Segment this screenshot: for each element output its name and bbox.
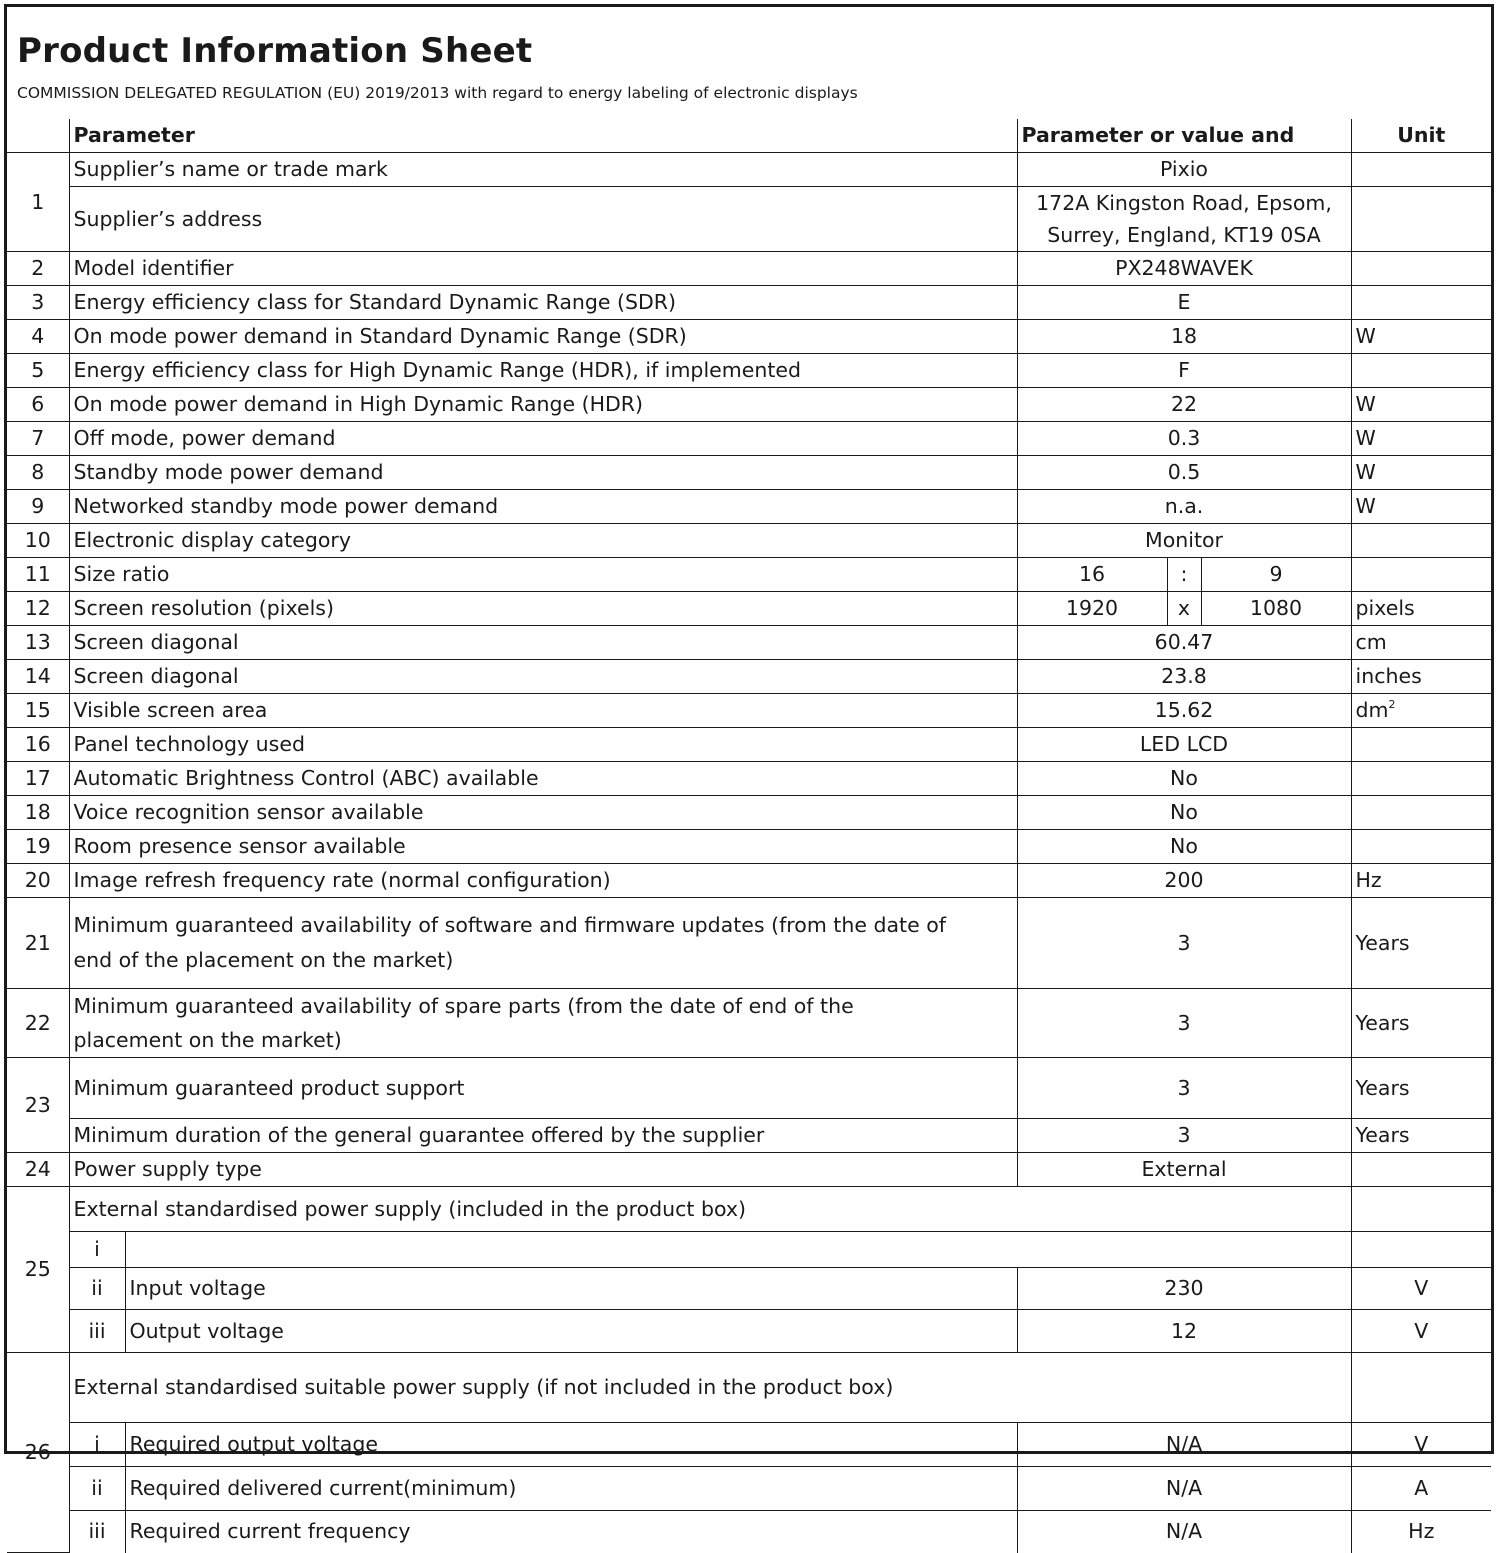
row-value: 0.5 <box>1017 456 1351 490</box>
row-parameter: Screen diagonal <box>69 626 1017 660</box>
row-value: LED LCD <box>1017 728 1351 762</box>
row-value: 3 <box>1017 1119 1351 1153</box>
row-number: 24 <box>7 1153 69 1187</box>
row-value: E <box>1017 286 1351 320</box>
row-number: 5 <box>7 354 69 388</box>
row-unit: W <box>1351 422 1491 456</box>
row-value: n.a. <box>1017 490 1351 524</box>
row-unit: V <box>1351 1310 1491 1353</box>
row-value: 22 <box>1017 388 1351 422</box>
parameter-line-1: Minimum guaranteed availability of spare parts (from the date of end of the <box>73 994 854 1018</box>
row-parameter: Panel technology used <box>69 728 1017 762</box>
table-row <box>7 153 1491 187</box>
sub-index: i <box>69 1232 125 1268</box>
row-number: 6 <box>7 388 69 422</box>
row-parameter: Screen resolution (pixels) <box>69 592 1017 626</box>
row-number: 19 <box>7 830 69 864</box>
row-value: N/A <box>1017 1467 1351 1511</box>
row-value: N/A <box>1017 1511 1351 1553</box>
table-row <box>7 1467 1491 1511</box>
table-row <box>7 456 1491 490</box>
parameter-line-2: placement on the market) <box>73 1028 342 1052</box>
row-unit: A <box>1351 1467 1491 1511</box>
resolution-width-value: 1920 <box>1017 592 1167 626</box>
row-number: 12 <box>7 592 69 626</box>
address-line-2: Surrey, England, KT19 0SA <box>1047 223 1321 247</box>
row-parameter: Size ratio <box>69 558 1017 592</box>
row-parameter: Visible screen area <box>69 694 1017 728</box>
table-row <box>7 558 1491 592</box>
table-row <box>7 1232 1491 1268</box>
table-row <box>7 1119 1491 1153</box>
row-value <box>1017 187 1351 252</box>
row-unit <box>1351 1187 1491 1232</box>
row-parameter: Standby mode power demand <box>69 456 1017 490</box>
row-number: 4 <box>7 320 69 354</box>
row-parameter <box>125 1232 1351 1268</box>
row-parameter: Energy efficiency class for Standard Dynamic Range (SDR) <box>69 286 1017 320</box>
row-number: 16 <box>7 728 69 762</box>
row-value: No <box>1017 830 1351 864</box>
row-unit: Hz <box>1351 1511 1491 1553</box>
row-value: External <box>1017 1153 1351 1187</box>
row-value: No <box>1017 762 1351 796</box>
table-row <box>7 1511 1491 1553</box>
table-row <box>7 252 1491 286</box>
row-unit <box>1351 252 1491 286</box>
header-value: Parameter or value and <box>1017 119 1351 153</box>
table-row <box>7 422 1491 456</box>
row-unit <box>1351 762 1491 796</box>
table-row <box>7 864 1491 898</box>
table-row <box>7 286 1491 320</box>
section-heading: External standardised power supply (included in the product box) <box>69 1187 1351 1232</box>
row-number: 14 <box>7 660 69 694</box>
address-line-1: 172A Kingston Road, Epsom, <box>1036 191 1332 215</box>
table-row <box>7 626 1491 660</box>
row-value: N/A <box>1017 1423 1351 1467</box>
row-unit <box>1351 694 1491 728</box>
row-number: 1 <box>7 153 69 252</box>
row-value: F <box>1017 354 1351 388</box>
row-unit <box>1351 286 1491 320</box>
row-number: 2 <box>7 252 69 286</box>
row-unit <box>1351 1153 1491 1187</box>
row-unit: W <box>1351 456 1491 490</box>
row-value: 60.47 <box>1017 626 1351 660</box>
row-value: 15.62 <box>1017 694 1351 728</box>
row-value: 18 <box>1017 320 1351 354</box>
row-parameter: Room presence sensor available <box>69 830 1017 864</box>
row-value: No <box>1017 796 1351 830</box>
row-value: 12 <box>1017 1310 1351 1353</box>
table-row <box>7 388 1491 422</box>
sub-index: iii <box>69 1511 125 1553</box>
row-parameter: Voice recognition sensor available <box>69 796 1017 830</box>
row-unit <box>1351 728 1491 762</box>
row-parameter: Image refresh frequency rate (normal configuration) <box>69 864 1017 898</box>
row-unit: W <box>1351 490 1491 524</box>
unit-superscript: 2 <box>1388 698 1396 711</box>
row-parameter: Power supply type <box>69 1153 1017 1187</box>
parameter-line-1: Minimum guaranteed availability of software and firmware updates (from the date of <box>73 913 946 937</box>
row-value: PX248WAVEK <box>1017 252 1351 286</box>
row-number: 21 <box>7 898 69 989</box>
row-unit: inches <box>1351 660 1491 694</box>
row-parameter: Minimum duration of the general guarantee offered by the supplier <box>69 1119 1017 1153</box>
section-heading: External standardised suitable power supply (if not included in the product box) <box>69 1353 1351 1423</box>
ratio-height-value: 9 <box>1201 558 1351 592</box>
table-row <box>7 1268 1491 1310</box>
row-unit: V <box>1351 1268 1491 1310</box>
row-unit <box>1351 558 1491 592</box>
row-number: 15 <box>7 694 69 728</box>
row-unit: cm <box>1351 626 1491 660</box>
sub-index: iii <box>69 1310 125 1353</box>
unit-base: dm <box>1355 698 1389 722</box>
row-unit: pixels <box>1351 592 1491 626</box>
resolution-separator: x <box>1167 592 1201 626</box>
row-value: 23.8 <box>1017 660 1351 694</box>
row-value: 3 <box>1017 989 1351 1058</box>
ratio-width-value: 16 <box>1017 558 1167 592</box>
row-unit: Years <box>1351 898 1491 989</box>
row-unit: W <box>1351 388 1491 422</box>
row-unit <box>1351 1232 1491 1268</box>
table-row <box>7 1353 1491 1423</box>
table-row <box>7 694 1491 728</box>
table-row <box>7 989 1491 1058</box>
table-row <box>7 796 1491 830</box>
row-number: 22 <box>7 989 69 1058</box>
row-parameter: Required current frequency <box>125 1511 1017 1553</box>
row-parameter: Required output voltage <box>125 1423 1017 1467</box>
sub-index: i <box>69 1423 125 1467</box>
row-number: 8 <box>7 456 69 490</box>
row-parameter: Energy efficiency class for High Dynamic Range (HDR), if implemented <box>69 354 1017 388</box>
row-parameter: Electronic display category <box>69 524 1017 558</box>
row-number: 26 <box>7 1353 69 1553</box>
row-number: 3 <box>7 286 69 320</box>
table-header-row <box>7 119 1491 153</box>
table-row <box>7 762 1491 796</box>
parameter-line-2: end of the placement on the market) <box>73 948 454 972</box>
row-unit: Years <box>1351 1119 1491 1153</box>
row-parameter: Automatic Brightness Control (ABC) available <box>69 762 1017 796</box>
sub-index: ii <box>69 1467 125 1511</box>
table-row <box>7 320 1491 354</box>
row-value: 3 <box>1017 1058 1351 1119</box>
table-row <box>7 490 1491 524</box>
table-row <box>7 1153 1491 1187</box>
row-value: 230 <box>1017 1268 1351 1310</box>
table-row <box>7 1058 1491 1119</box>
header-unit: Unit <box>1351 119 1491 153</box>
row-unit: Years <box>1351 1058 1491 1119</box>
product-info-table <box>7 119 1491 1553</box>
row-parameter: On mode power demand in Standard Dynamic Range (SDR) <box>69 320 1017 354</box>
page-title: Product Information Sheet <box>17 31 533 71</box>
row-unit: Hz <box>1351 864 1491 898</box>
row-unit <box>1351 524 1491 558</box>
row-value: Pixio <box>1017 153 1351 187</box>
row-parameter: Required delivered current(minimum) <box>125 1467 1017 1511</box>
row-number: 13 <box>7 626 69 660</box>
row-parameter: Output voltage <box>125 1310 1017 1353</box>
row-unit <box>1351 153 1491 187</box>
ratio-separator: : <box>1167 558 1201 592</box>
row-number: 25 <box>7 1187 69 1353</box>
row-value: 3 <box>1017 898 1351 989</box>
row-unit <box>1351 187 1491 252</box>
row-number: 17 <box>7 762 69 796</box>
row-number: 23 <box>7 1058 69 1153</box>
table-row <box>7 354 1491 388</box>
row-parameter <box>69 898 1017 989</box>
row-unit <box>1351 796 1491 830</box>
row-value: 0.3 <box>1017 422 1351 456</box>
header-parameter: Parameter <box>69 119 1017 153</box>
header-number-cell <box>7 119 69 153</box>
resolution-height-value: 1080 <box>1201 592 1351 626</box>
table-row <box>7 1310 1491 1353</box>
row-parameter: Supplier’s name or trade mark <box>69 153 1017 187</box>
table-row <box>7 524 1491 558</box>
row-unit: Years <box>1351 989 1491 1058</box>
table-row <box>7 898 1491 989</box>
row-number: 7 <box>7 422 69 456</box>
regulation-subtitle: COMMISSION DELEGATED REGULATION (EU) 2019/2013 with regard to energy labeling of electronic displays <box>17 84 858 102</box>
sub-index: ii <box>69 1268 125 1310</box>
table-row <box>7 830 1491 864</box>
row-number: 18 <box>7 796 69 830</box>
row-unit: W <box>1351 320 1491 354</box>
row-unit <box>1351 830 1491 864</box>
table-row <box>7 187 1491 252</box>
row-unit <box>1351 354 1491 388</box>
row-value: Monitor <box>1017 524 1351 558</box>
product-information-sheet <box>4 4 1494 1544</box>
row-parameter: Model identifier <box>69 252 1017 286</box>
row-parameter: Input voltage <box>125 1268 1017 1310</box>
row-unit: V <box>1351 1423 1491 1467</box>
row-unit <box>1351 1353 1491 1423</box>
row-parameter: Minimum guaranteed product support <box>69 1058 1017 1119</box>
row-parameter: Off mode, power demand <box>69 422 1017 456</box>
row-parameter: Supplier’s address <box>69 187 1017 252</box>
row-number: 9 <box>7 490 69 524</box>
row-value: 200 <box>1017 864 1351 898</box>
row-number: 20 <box>7 864 69 898</box>
row-parameter: Networked standby mode power demand <box>69 490 1017 524</box>
row-parameter <box>69 989 1017 1058</box>
row-parameter: On mode power demand in High Dynamic Range (HDR) <box>69 388 1017 422</box>
table-row <box>7 1187 1491 1232</box>
row-number: 11 <box>7 558 69 592</box>
table-row <box>7 592 1491 626</box>
table-row <box>7 728 1491 762</box>
row-number: 10 <box>7 524 69 558</box>
table-row <box>7 660 1491 694</box>
row-parameter: Screen diagonal <box>69 660 1017 694</box>
